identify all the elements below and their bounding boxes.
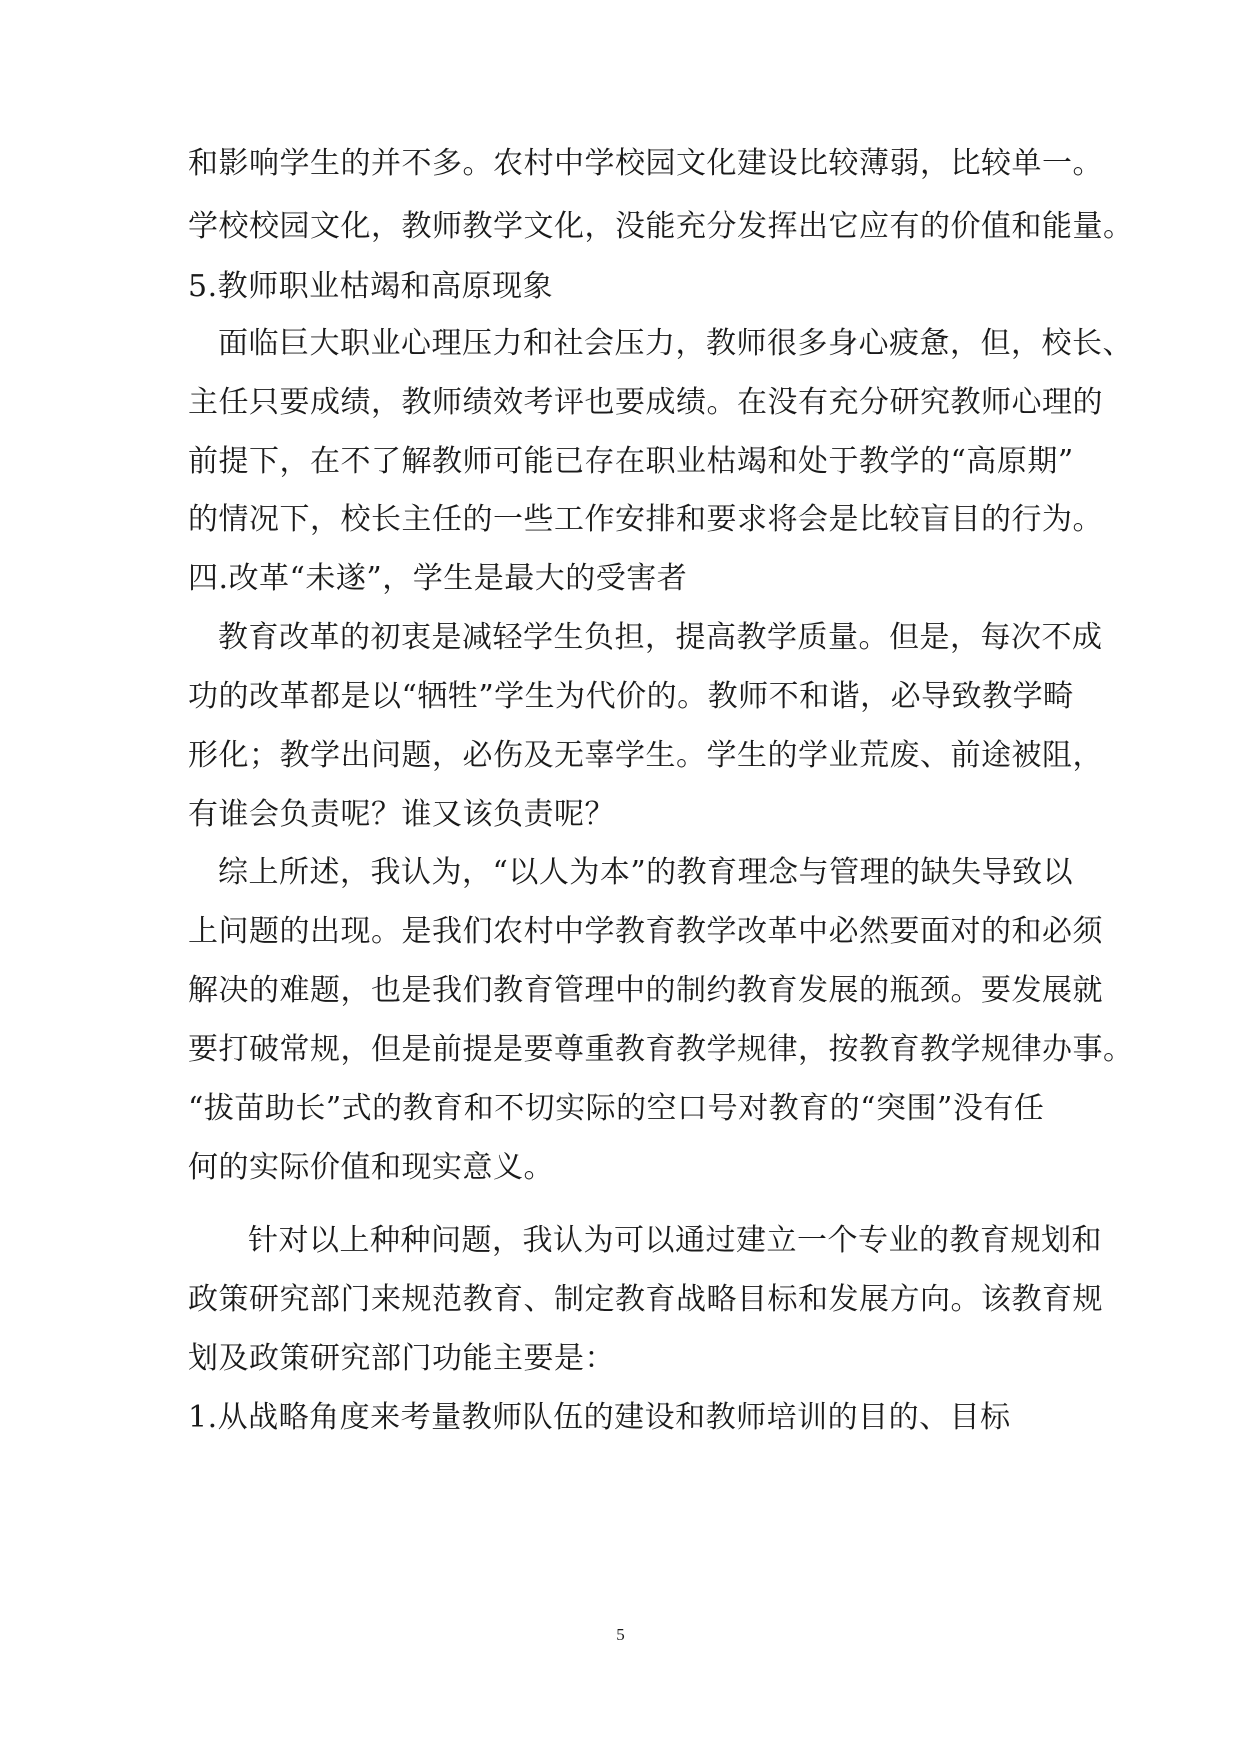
paragraph-start-line: 针对以上种种问题，我认为可以通过建立一个专业的教育规划和 (248, 1223, 1102, 1258)
text-line: 形化；教学出问题，必伤及无辜学生。学生的学业荒废、前途被阻， (188, 738, 1103, 773)
text-line: 要打破常规，但是前提是要尊重教育教学规律，按教育教学规律办事。 (188, 1032, 1134, 1067)
text-line: 上问题的出现。是我们农村中学教育教学改革中必然要面对的和必须 (188, 914, 1103, 949)
text-line: 何的实际价值和现实意义。 (188, 1150, 554, 1185)
text-line: 主任只要成绩，教师绩效考评也要成绩。在没有充分研究教师心理的 (188, 385, 1103, 420)
paragraph-start-line: 综上所述，我认为，“以人为本”的教育理念与管理的缺失导致以 (218, 855, 1074, 890)
text-line: 学校校园文化，教师教学文化，没能充分发挥出它应有的价值和能量。 (188, 209, 1134, 244)
page-number: 5 (616, 1625, 625, 1644)
text-line: 前提下，在不了解教师可能已存在职业枯竭和处于教学的“高原期” (188, 444, 1074, 479)
text-line: 功的改革都是以“牺牲”学生为代价的。教师不和谐，必导致教学畸 (188, 679, 1074, 714)
text-line: 划及政策研究部门功能主要是： (188, 1341, 615, 1376)
paragraph-start-line: 面临巨大职业心理压力和社会压力，教师很多身心疲惫，但，校长、 (218, 326, 1133, 361)
text-line: 有谁会负责呢？谁又该负责呢？ (188, 797, 615, 832)
text-line: 和影响学生的并不多。农村中学校园文化建设比较薄弱，比较单一。 (188, 146, 1103, 181)
text-line: “拔苗助长”式的教育和不切实际的空口号对教育的“突围”没有任 (188, 1091, 1045, 1126)
text-line: 政策研究部门来规范教育、制定教育战略目标和发展方向。该教育规 (188, 1282, 1103, 1317)
section-heading: 5.教师职业枯竭和高原现象 (188, 269, 554, 304)
text-line: 的情况下，校长主任的一些工作安排和要求将会是比较盲目的行为。 (188, 502, 1103, 537)
list-item: 1.从战略角度来考量教师队伍的建设和教师培训的目的、目标 (188, 1400, 1011, 1435)
section-heading: 四.改革“未遂”，学生是最大的受害者 (188, 561, 688, 596)
paragraph-start-line: 教育改革的初衷是减轻学生负担，提高教学质量。但是，每次不成 (218, 620, 1103, 655)
text-line: 解决的难题，也是我们教育管理中的制约教育发展的瓶颈。要发展就 (188, 973, 1103, 1008)
